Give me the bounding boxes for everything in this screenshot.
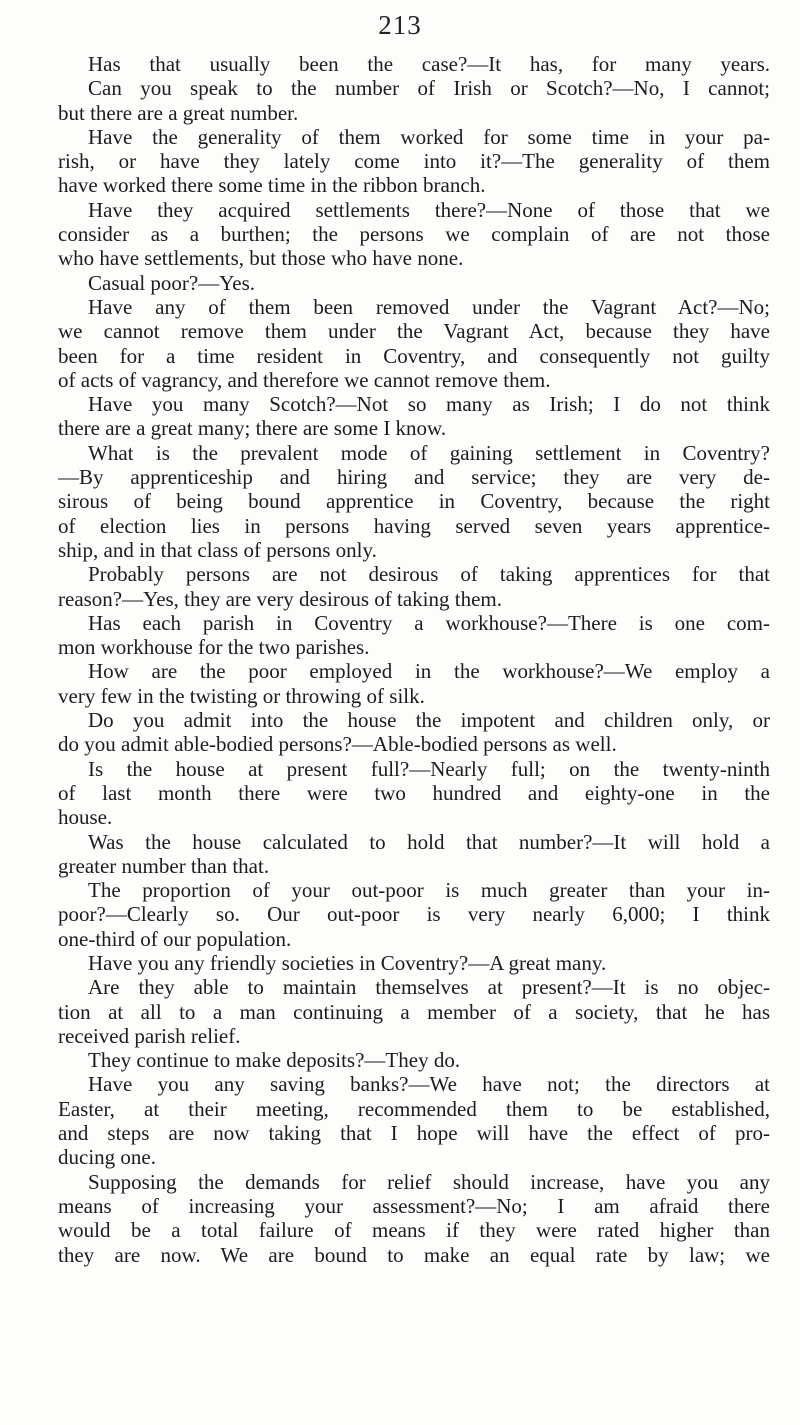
text-line: consider as a burthen; the persons we complain of are not those [58, 222, 770, 247]
text-line: of acts of vagrancy, and therefore we cannot remove them. [58, 367, 551, 392]
text-line: there are a great many; there are some I know. [58, 416, 447, 441]
text-line: Has that usually been the case?—It has, for many years. [88, 52, 770, 76]
text-line: How are the poor employed in the workhouse?—We employ a [88, 659, 770, 684]
text-line: Has each parish in Coventry a workhouse?—There is one com- [88, 610, 770, 635]
text-line: received parish relief. [58, 1023, 241, 1048]
text-line: been for a time resident in Coventry, and consequently not guilty [58, 343, 770, 368]
text-line: we cannot remove them under the Vagrant Act, because they have [58, 319, 770, 344]
text-line: Have the generality of them worked for some time in your pa- [88, 124, 770, 149]
text-line: one-third of our population. [58, 926, 292, 951]
text-line: Casual poor?—Yes. [88, 270, 256, 295]
text-line: who have settlements, but those who have none. [58, 246, 464, 271]
text-line: means of increasing your assessment?—No; I am afraid there [58, 1193, 770, 1218]
text-line: Have you many Scotch?—Not so many as Irish; I do not think [88, 392, 770, 417]
text-line: but there are a great number. [58, 100, 299, 125]
text-line: greater number than that. [58, 853, 270, 878]
text-line: tion at all to a man continuing a member of a society, that he has [58, 999, 770, 1024]
text-line: mon workhouse for the two parishes. [58, 635, 370, 660]
text-line: Probably persons are not desirous of taking apprentices for that [88, 562, 770, 587]
text-line: they are now. We are bound to make an equal rate by law; we [58, 1242, 770, 1267]
body-text [58, 52, 770, 1267]
text-line: rish, or have they lately come into it?—The generality of them [58, 149, 770, 174]
page-number: 213 [378, 10, 422, 40]
text-line: Have any of them been removed under the Vagrant Act?—No; [88, 294, 770, 319]
text-line: reason?—Yes, they are very desirous of taking them. [58, 586, 503, 611]
text-line: They continue to make deposits?—They do. [88, 1048, 461, 1073]
text-line: Have they acquired settlements there?—None of those that we [88, 197, 770, 222]
text-line: poor?—Clearly so. Our out-poor is very nearly 6,000; I think [58, 902, 770, 927]
text-line: and steps are now taking that I hope will have the effect of pro- [58, 1121, 770, 1146]
text-line: do you admit able-bodied persons?—Able-bodied persons as well. [58, 732, 617, 757]
text-line: would be a total failure of means if they were rated higher than [58, 1218, 770, 1243]
text-line: Do you admit into the house the impotent and children only, or [88, 708, 770, 733]
text-line: sirous of being bound apprentice in Coventry, because the right [58, 489, 770, 514]
text-line: ducing one. [58, 1145, 156, 1170]
text-line: Supposing the demands for relief should increase, have you any [88, 1169, 770, 1194]
text-line: house. [58, 805, 113, 830]
text-line: Have you any saving banks?—We have not; the directors at [88, 1072, 770, 1097]
text-line: Easter, at their meeting, recommended them to be established, [58, 1096, 770, 1121]
text-line: very few in the twisting or throwing of silk. [58, 683, 425, 708]
text-line: Can you speak to the number of Irish or Scotch?—No, I cannot; [88, 76, 770, 101]
text-line: Was the house calculated to hold that number?—It will hold a [88, 829, 770, 854]
text-line: Is the house at present full?—Nearly full; on the twenty-ninth [88, 756, 770, 781]
text-line: The proportion of your out-poor is much greater than your in- [88, 878, 770, 903]
text-line: ship, and in that class of persons only. [58, 537, 377, 562]
text-line: Have you any friendly societies in Coventry?—A great many. [88, 950, 607, 975]
text-line: Are they able to maintain themselves at present?—It is no objec- [88, 975, 770, 1000]
text-line: —By apprenticeship and hiring and service; they are very de- [58, 465, 770, 490]
text-line: have worked there some time in the ribbon branch. [58, 173, 486, 198]
text-line: of election lies in persons having served seven years apprentice- [58, 513, 770, 538]
text-line: of last month there were two hundred and eighty-one in the [58, 780, 770, 805]
text-line: What is the prevalent mode of gaining settlement in Coventry? [88, 440, 770, 465]
